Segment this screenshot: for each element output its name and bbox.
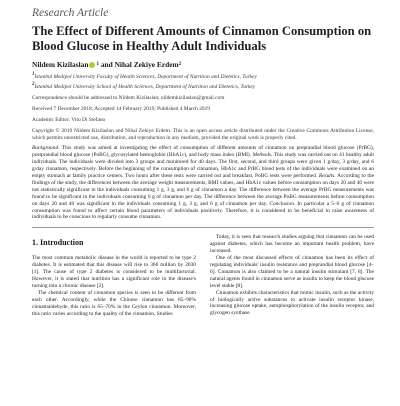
left-paragraph-1: The most common metabolic disease in the world is reported to be type 2 diabetes. It is estimated that this disease will rise to 366 million by 2030 [1]. The cause of type 2 diabetes is considered to be multifactorial. However, it is stated that nutrition has a significant role in the disease's turning into a chronic disease [2]. — [32, 255, 196, 289]
article-type: Research Article — [32, 7, 109, 19]
author-1-name[interactable]: Nildem Kizilaslan — [32, 60, 89, 69]
left-paragraph-2: The chemical content of cinnamon species is seen to be different from each other. Accordingly, while the Chinese cinnamon has 85–90% cinnamaldehyde, this ratio is 65–70% in the Ceylon cinnamon. Moreover, this ratio varies according to the quality of the cinnamon. Studies — [32, 289, 196, 317]
abstract-results-text: According to the findings of the study, the differences between the average weight measurements, BMI values, and HbA1c values before consumption on days 20 and 40 were not statistically significant in the individuals consuming 1 g, 3 g, and 6 g of cinnamon a day. The difference between the average PrBG measurements was found to be significant in the individuals consuming 6 g of cinnamon per day. The difference between the average PoBG measurements before consumption on days 20 and 40 was significant in the individuals consuming 1 g, 3 g, and 6 g of cinnamon per day. — [32, 173, 375, 207]
academic-editor: Academic Editor: Vito Di Stefano — [32, 116, 106, 123]
copyright-notice: Copyright © 2019 Nildem Kizilaslan and Nihal Zekiye Erdem. This is an open access article distributed under the Creative Commons Attribution License, which permits unrestricted use, distribution, and reproduction in any medium, provided the original work is properly cited. — [32, 127, 374, 141]
right-column — [210, 234, 374, 317]
right-paragraph-3: Cinnamon exhibits characteristics that mimic insulin, such as the activity of biologically active substances to activate insulin receptor kinase, increasing glucose uptake, autophosphorylation of the insulin receptor, and glycogen synthase — [210, 289, 374, 317]
abstract-conclusion-text: In particular a 5–6 g of cinnamon consumption was found to affect certain blood parameters of individuals positively. Therefore, it is considered to be beneficial to raise awareness of individuals to be conscious to regularly consume cinnamon. — [32, 200, 374, 221]
author-2-name[interactable]: Nihal Zekiye Erdem — [114, 60, 179, 69]
introduction-heading: 1. Introduction — [32, 238, 84, 248]
right-paragraph-2: One of the most discussed effects of cinnamon has been its effect of regulating individuals' insulin resistance and preprandial blood glucose [4–6]. Cinnamon is also claimed to be a natural insulin stimulant [7, 8]. The natural agents found in cinnamon serve as insulin to keep the blood glucose level stable [8]. — [210, 255, 374, 289]
right-paragraph-1: Today, it is seen that research studies arguing that cinnamon can be used against diabetes, which has become an important health problem, have increased. — [210, 234, 374, 255]
abstract-methods-text: This study was carried out on 41 healthy adult individuals. The individuals were divided into 3 groups and monitored for 40 days. The first, second, and third groups were given 1 g/day, 3 g/day, and 6 g/day cinnamon, respectively. Before the beginning of the consumption of cinnamon, HbA1c and PrBG blood tests of the individuals were examined on an empty stomach at family practice centers. Two hours after these tests were carried out and breakfast, PoBG tests were performed. — [32, 152, 374, 180]
abstract-methods-label: Methods. — [252, 152, 273, 159]
abstract-conclusion-label: Conclusion. — [269, 200, 296, 207]
dates-block — [32, 106, 374, 113]
paper-page — [0, 6, 400, 406]
author-line — [32, 60, 374, 70]
correspondence-block — [32, 95, 374, 102]
affiliations — [32, 71, 374, 91]
section-divider — [32, 227, 374, 228]
affiliation-2-text: İstanbul Medipol University School of Health Sciences, Department of Nutrition and Dietetics, Turkey — [34, 83, 256, 90]
abstract — [32, 145, 374, 221]
affiliation-1-mark: 1 — [32, 72, 35, 77]
publication-dates: Received 7 December 2018; Accepted 14 February 2019; Published 4 March 2019 — [32, 105, 210, 112]
editor-block — [32, 117, 374, 124]
author-2-affiliation-mark: 2 — [178, 62, 182, 67]
correspondence[interactable]: Correspondence should be addressed to Nildem Kizilaslan; nildemkizilaslan@gmail.com — [32, 94, 225, 101]
abstract-background-text: This study was aimed at investigating the effect of consumption of different amounts of cinnamon on preprandial blood glucose (PrBG), postprandial blood glucose (PoBG), glycosylated hemoglobin (HbA1c), and body mass index (BMI). — [32, 145, 374, 159]
left-column — [32, 234, 196, 317]
paper-title: The Effect of Different Amounts of Cinnamon Consumption on Blood Glucose in Healthy Adult Individuals — [32, 24, 372, 53]
affiliation-1 — [32, 71, 374, 81]
affiliation-1-text: İstanbul Medipol University Faculty of Health Sciences, Department of Nutrition and Dietetics, Turkey — [34, 73, 257, 80]
abstract-background-label: Background. — [32, 145, 60, 152]
body-columns — [32, 234, 374, 317]
abstract-results-label: Results. — [318, 173, 336, 180]
orcid-icon[interactable] — [89, 62, 95, 68]
affiliation-2-mark: 2 — [32, 81, 35, 87]
author-separator: and — [98, 60, 115, 69]
author-1-affiliation-mark: 1 — [96, 62, 99, 67]
affiliation-2 — [32, 81, 374, 91]
